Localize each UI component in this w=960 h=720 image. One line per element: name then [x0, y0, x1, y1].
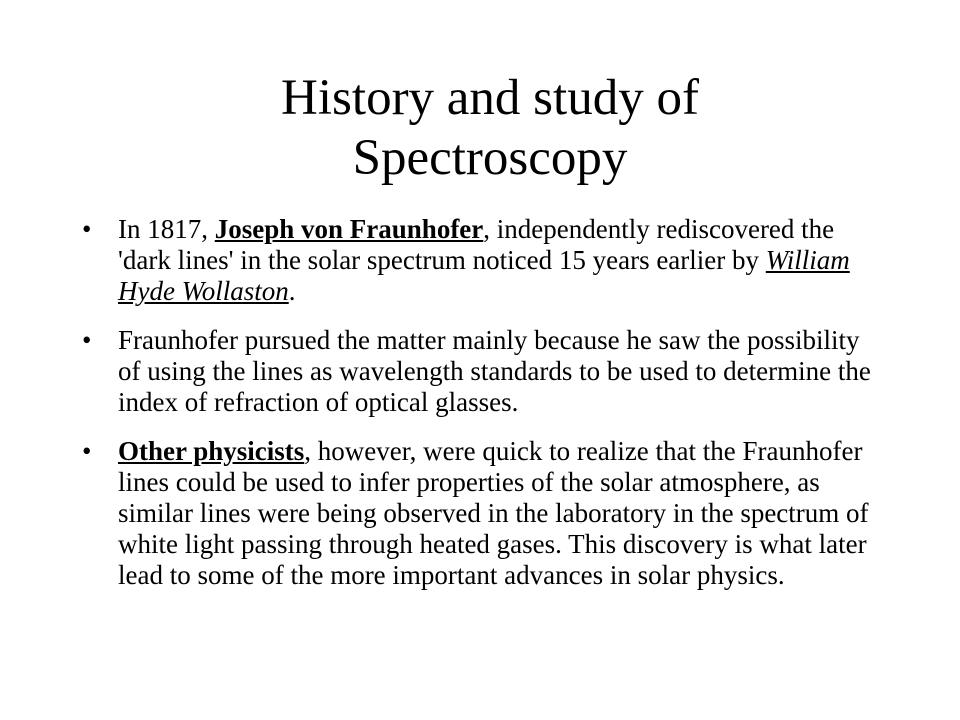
bullet-item-2 — [82, 325, 882, 418]
bullet-2-text: Fraunhofer pursued the matter mainly because he saw the possibility of using the lines as wavelength standards to be used to determine the index of refraction of optical glasses. — [118, 325, 871, 417]
fraunhofer-link[interactable]: Joseph von Fraunhofer — [214, 214, 484, 244]
title-line-1: History and study of — [281, 70, 699, 126]
bullet-marker: • — [82, 325, 92, 355]
bullet-1-post: . — [288, 276, 296, 306]
bullet-3-post: , however, were quick to realize that the Fraunhofer lines could be used to infer properties of the solar atmosphere, as similar lines were being observed in the laboratory in the spectrum of white light passing through heated gases. This discovery is what later lead to some of the more important advances in solar physics. — [118, 436, 869, 590]
other-physicists-link[interactable]: Other physicists — [118, 436, 305, 466]
bullet-1-mid: , independently rediscovered the 'dark lines' in the solar spectrum noticed 15 years earlier by — [118, 214, 835, 275]
bullet-marker: • — [82, 214, 92, 244]
wollaston-link[interactable]: William Hyde Wollaston — [118, 245, 850, 306]
bullet-item-1 — [82, 214, 882, 307]
slide-title — [90, 68, 890, 188]
bullet-marker: • — [82, 436, 92, 466]
bullet-1-pre: In 1817, — [118, 214, 215, 244]
bullet-item-3 — [82, 436, 882, 591]
bullet-list — [82, 214, 882, 609]
title-line-2: Spectroscopy — [352, 130, 628, 186]
